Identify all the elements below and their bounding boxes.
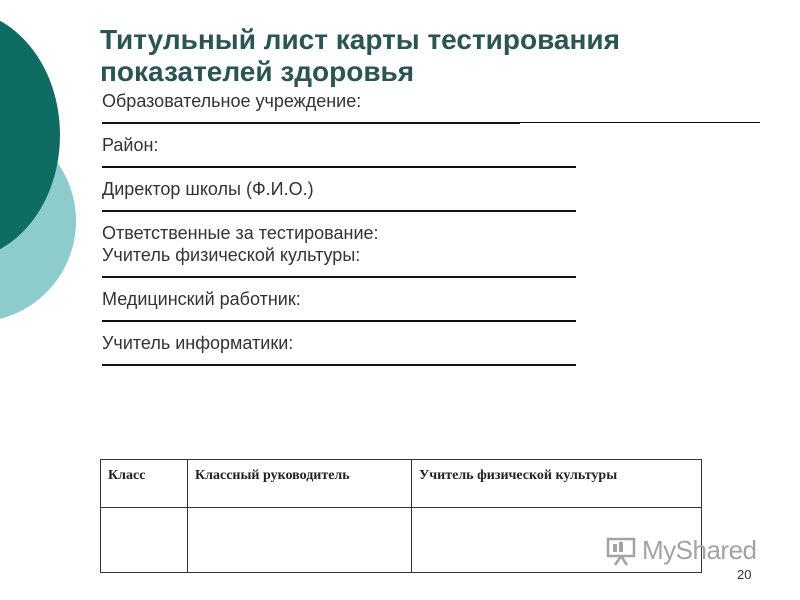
page-number: 20	[737, 567, 752, 582]
page-title	[100, 24, 720, 88]
it-teacher-field-line[interactable]	[102, 364, 576, 366]
director-field-line[interactable]	[102, 210, 576, 212]
table-header-row	[101, 460, 702, 508]
district-field-line[interactable]	[102, 166, 576, 168]
pe-teacher-field-line[interactable]	[102, 276, 576, 278]
table-cell-class[interactable]	[101, 508, 188, 573]
district-label: Район:	[102, 135, 159, 155]
watermark	[606, 535, 757, 566]
medic-field-line[interactable]	[102, 320, 576, 322]
institution-label: Образовательное учреждение:	[102, 91, 362, 111]
table-header-class: Класс	[101, 460, 188, 508]
institution-field-line[interactable]	[102, 122, 520, 124]
title-form	[102, 90, 762, 376]
presentation-board-icon	[606, 536, 636, 566]
table-header-homeroom-teacher: Классный руководитель	[188, 460, 412, 508]
table-cell-homeroom-teacher[interactable]	[188, 508, 412, 573]
director-label: Директор школы (Ф.И.О.)	[102, 179, 314, 199]
title-line-2: показателей здоровья	[100, 56, 415, 87]
table-header-pe-teacher: Учитель физической культуры	[412, 460, 702, 508]
watermark-text: MyShared	[642, 535, 757, 565]
responsible-label: Ответственные за тестирование:	[102, 223, 379, 243]
medic-label: Медицинский работник:	[102, 289, 301, 309]
it-teacher-label: Учитель информатики:	[102, 333, 294, 353]
title-line-1: Титульный лист карты тестирования	[100, 24, 620, 55]
pe-teacher-label: Учитель физической культуры:	[102, 245, 361, 265]
